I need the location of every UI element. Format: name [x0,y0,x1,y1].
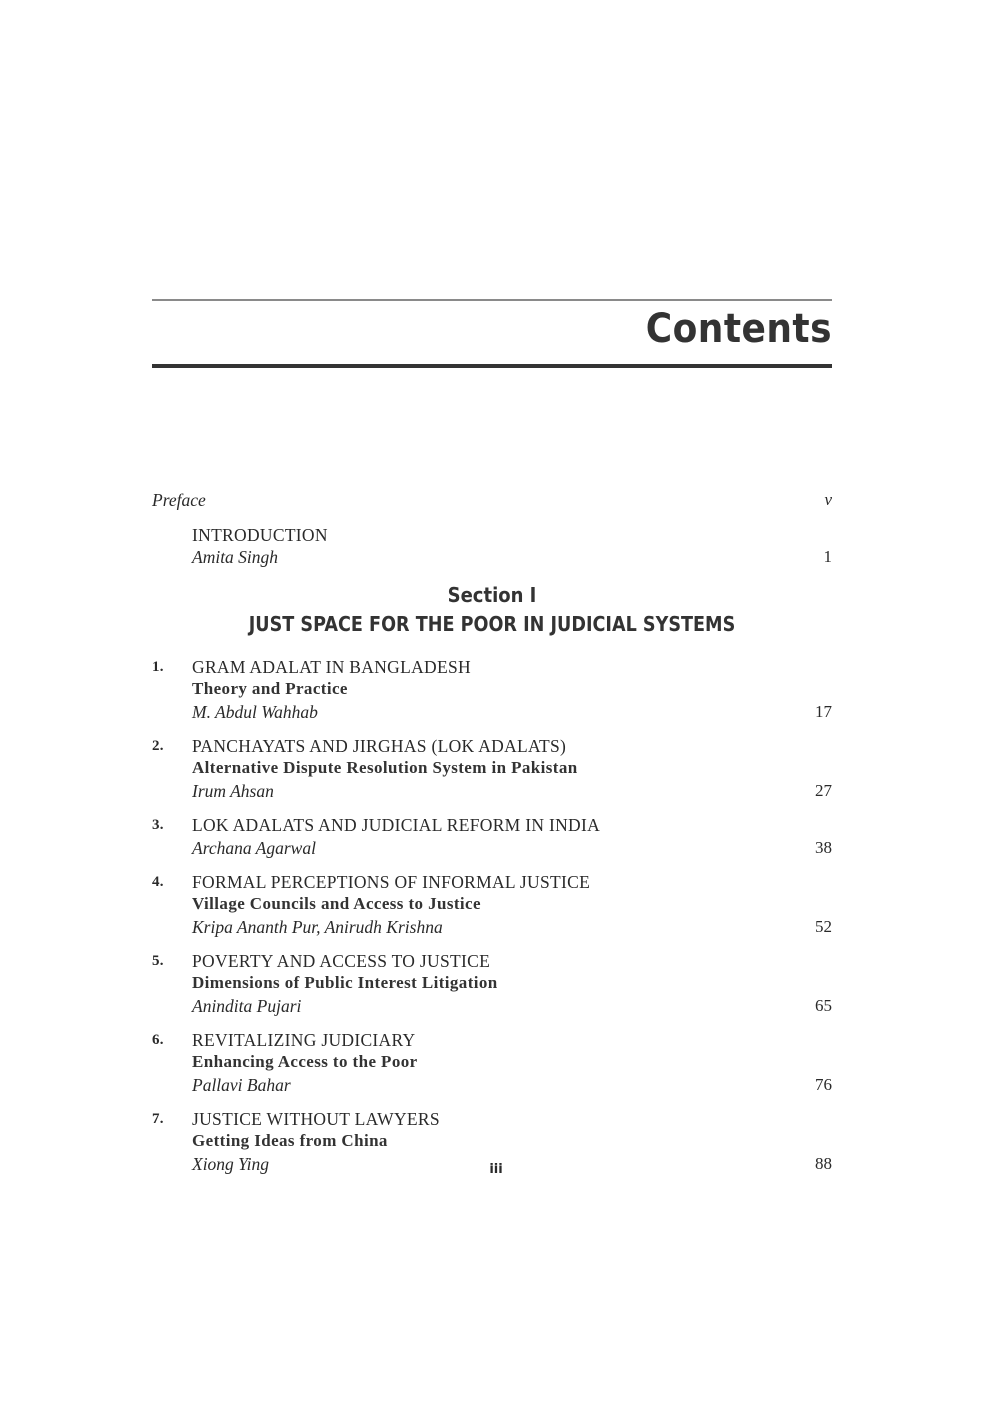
chapter-number: 1. [152,659,164,675]
chapter-title: PANCHAYATS AND JIRGHAS (LOK ADALATS) [192,736,567,756]
chapter-entry[interactable] [152,656,832,723]
chapter-page: 27 [815,781,832,800]
chapter-entry[interactable] [152,1029,832,1096]
section-heading-block [152,580,832,638]
page-number: iii [489,1162,503,1177]
chapter-author: Anindita Pujari [192,996,302,1016]
chapter-title: GRAM ADALAT IN BANGLADESH [192,657,471,677]
chapter-subtitle: Getting Ideas from China [192,1131,388,1150]
chapter-subtitle: Alternative Dispute Resolution System in Pakistan [192,758,578,777]
chapter-title: JUSTICE WITHOUT LAWYERS [192,1109,440,1129]
toc-introduction[interactable] [152,524,832,568]
chapter-title: FORMAL PERCEPTIONS OF INFORMAL JUSTICE [192,872,591,892]
chapter-list [152,656,832,1175]
chapter-page: 17 [815,702,832,721]
chapter-number: 7. [152,1111,164,1127]
chapter-subtitle: Theory and Practice [192,679,348,698]
chapter-title: POVERTY AND ACCESS TO JUSTICE [192,951,491,971]
chapter-entry[interactable] [152,814,832,859]
chapter-author: Kripa Ananth Pur, Anirudh Krishna [192,917,443,937]
chapter-number: 6. [152,1032,164,1048]
chapter-entry[interactable] [152,871,832,938]
top-rule [152,299,832,301]
introduction-page: 1 [823,547,832,566]
chapter-number: 3. [152,817,164,833]
chapter-subtitle: Enhancing Access to the Poor [192,1052,418,1071]
table-of-contents [152,489,832,1187]
chapter-number: 4. [152,874,164,890]
chapter-number: 5. [152,953,164,969]
chapter-page: 65 [815,996,832,1015]
chapter-subtitle: Village Councils and Access to Justice [192,894,481,913]
chapter-number: 2. [152,738,164,754]
chapter-author: Archana Agarwal [192,838,316,858]
toc-preface[interactable] [152,489,832,511]
chapter-subtitle: Dimensions of Public Interest Litigation [192,973,498,992]
chapter-author: Irum Ahsan [192,781,274,801]
page-title: Contents [645,306,832,352]
chapter-author: Xiong Ying [192,1154,269,1174]
chapter-page: 76 [815,1075,832,1094]
chapter-title: REVITALIZING JUDICIARY [192,1030,416,1050]
chapter-page: 88 [815,1154,832,1173]
chapter-entry[interactable] [152,950,832,1017]
introduction-title: INTRODUCTION [192,525,328,545]
section-subtitle: JUST SPACE FOR THE POOR IN JUDICIAL SYSTEMS [248,612,736,636]
chapter-author: M. Abdul Wahhab [192,702,318,722]
chapter-author: Pallavi Bahar [192,1075,291,1095]
section-heading: Section I [447,583,537,607]
preface-label: Preface [152,490,206,510]
chapter-title: LOK ADALATS AND JUDICIAL REFORM IN INDIA [192,815,601,835]
chapter-entry[interactable] [152,735,832,802]
title-underline [152,364,832,368]
preface-page: v [824,490,832,509]
introduction-author: Amita Singh [192,547,279,567]
chapter-page: 52 [815,917,832,936]
chapter-page: 38 [815,838,832,857]
